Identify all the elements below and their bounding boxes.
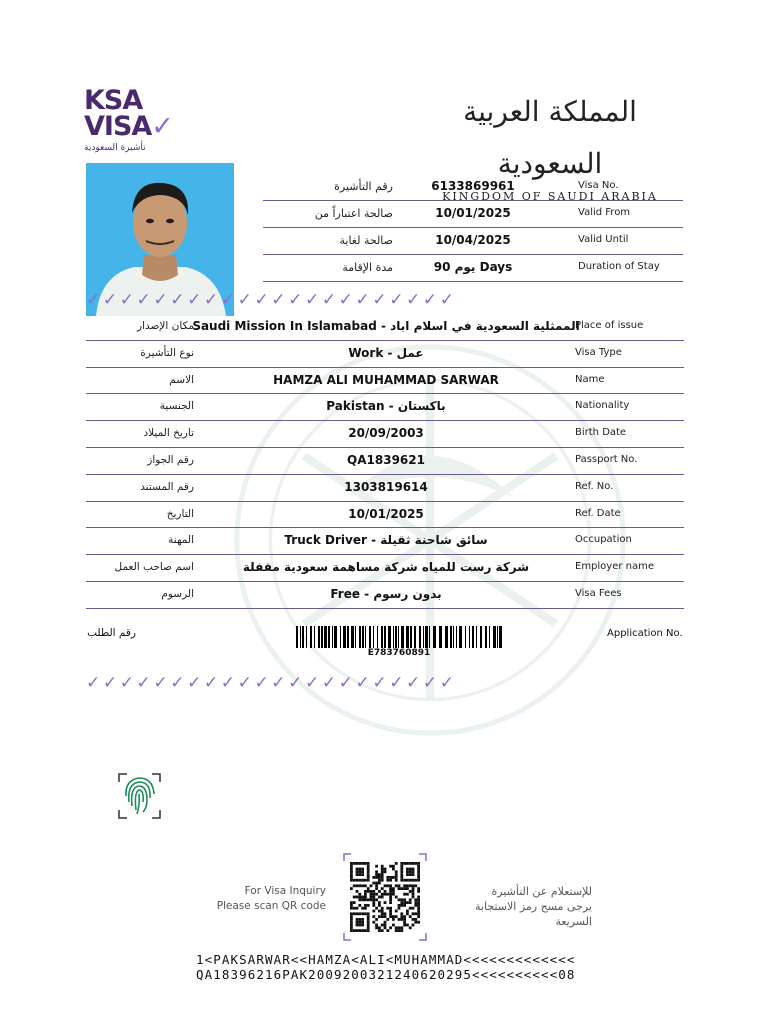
value-valid-until: 10/04/2025 <box>435 233 511 247</box>
row-nationality <box>86 394 684 421</box>
fingerprint-icon <box>117 772 162 820</box>
machine-readable-zone <box>196 952 576 982</box>
logo-line-ksa: KSA <box>84 85 143 116</box>
label-ar: نوع التأشيرة <box>140 346 194 359</box>
label-en: Occupation <box>575 534 632 546</box>
label-ar: التاريخ <box>166 507 194 520</box>
logo-check-icon: ✓ <box>151 111 173 142</box>
row-duration <box>263 255 683 282</box>
label-ar: تاريخ الميلاد <box>143 427 194 440</box>
logo-arabic-tagline: تأشيرة السعودية <box>84 143 146 153</box>
row-passport-no <box>86 448 684 475</box>
label-en: Passport No. <box>575 453 638 465</box>
value-place-of-issue: Saudi Mission In Islamabad - الممثلية السعودية في اسلام اباد <box>192 319 580 333</box>
value-passport-no: QA1839621 <box>347 452 425 467</box>
visa-details-table <box>86 314 684 609</box>
label-ar: رقم التأشيرة <box>334 180 393 193</box>
row-place-of-issue <box>86 314 684 341</box>
label-ar: رقم الجواز <box>147 453 194 466</box>
label-ar: اسم صاحب العمل <box>114 561 194 574</box>
value-employer: شركة رست للمياه شركة مساهمة سعودية مقفلة <box>242 560 530 575</box>
value-occupation: Truck Driver - سائق شاحنة ثقيلة <box>284 533 488 548</box>
value-ref-date: 10/01/2025 <box>348 506 424 521</box>
value-duration: 90 يوم Days <box>433 260 513 274</box>
application-number: E783760891 <box>367 648 431 658</box>
row-birth-date <box>86 421 684 448</box>
row-name <box>86 368 684 395</box>
ksa-visa-logo <box>84 85 174 153</box>
label-en: Valid Until <box>578 234 629 245</box>
row-valid-from <box>263 201 683 228</box>
row-visa-no <box>263 174 683 201</box>
label-en: Duration of Stay <box>578 261 660 272</box>
inquiry-ar-line2: يرجى مسح رمز الاستجابة السريعة <box>475 900 592 928</box>
label-en: Employer name <box>575 561 655 573</box>
label-ar: مكان الإصدار <box>137 320 194 332</box>
label-ar: الاسم <box>169 373 194 386</box>
row-employer <box>86 555 684 582</box>
row-visa-type <box>86 341 684 368</box>
label-ar: رقم المستند <box>140 480 194 493</box>
value-birth-date: 20/09/2003 <box>348 426 424 441</box>
row-occupation <box>86 528 684 555</box>
value-visa-type: Work - عمل <box>348 345 424 360</box>
mrz-line-2: QA18396216PAK2009200321240620295<<<<<<<<<<08 <box>196 967 576 982</box>
check-pattern-bottom: ✓✓✓✓✓✓✓✓✓✓✓✓✓✓✓✓✓✓✓✓✓✓ <box>86 673 457 693</box>
label-en: Place of issue <box>575 320 644 331</box>
value-nationality: Pakistan - باكستان <box>326 399 446 414</box>
application-barcode <box>296 626 502 648</box>
kingdom-english-title: KINGDOM OF SAUDI ARABIA <box>442 190 658 203</box>
label-en: Ref. No. <box>575 480 614 492</box>
inquiry-qr-code[interactable] <box>343 853 427 941</box>
label-en: Visa Type <box>575 346 622 358</box>
label-en: Visa No. <box>578 180 619 191</box>
application-label-en: Application No. <box>607 628 683 639</box>
value-ref-no: 1303819614 <box>344 479 428 494</box>
value-valid-from: 10/01/2025 <box>435 206 511 220</box>
row-valid-until <box>263 228 683 255</box>
label-ar: صالحة لغاية <box>339 234 393 247</box>
label-ar: صالحة اعتباراً من <box>314 207 393 220</box>
label-ar: الجنسية <box>159 400 194 413</box>
label-en: Nationality <box>575 400 630 412</box>
logo-line-visa: VISA✓ <box>84 111 173 142</box>
kingdom-arabic-title: المملكة العربية السعودية <box>463 95 637 180</box>
row-visa-fees <box>86 582 684 609</box>
label-ar: مدة الإقامة <box>342 261 393 274</box>
row-ref-date <box>86 502 684 529</box>
inquiry-ar-line1: للإستعلام عن التأشيرة <box>491 885 592 898</box>
label-en: Visa Fees <box>575 587 622 599</box>
inquiry-text-ar <box>436 884 592 929</box>
label-en: Name <box>575 373 605 385</box>
check-pattern-top: ✓✓✓✓✓✓✓✓✓✓✓✓✓✓✓✓✓✓✓✓✓✓ <box>86 290 457 310</box>
label-en: Valid From <box>578 207 631 218</box>
label-en: Ref. Date <box>575 507 621 519</box>
label-ar: الرسوم <box>161 587 194 600</box>
application-label-ar: رقم الطلب <box>87 627 136 639</box>
value-visa-no: 6133869961 <box>431 179 515 193</box>
row-ref-no <box>86 475 684 502</box>
inquiry-en-line1: For Visa Inquiry <box>244 885 326 897</box>
visa-summary-table <box>263 174 683 282</box>
label-en: Birth Date <box>575 427 627 439</box>
mrz-line-1: 1<PAKSARWAR<<HAMZA<ALI<MUHAMMAD<<<<<<<<<<<<< <box>196 952 576 967</box>
inquiry-text-en <box>200 884 326 914</box>
label-ar: المهنة <box>168 534 194 547</box>
value-visa-fees: Free - بدون رسوم <box>330 586 442 601</box>
value-name: HAMZA ALI MUHAMMAD SARWAR <box>273 372 499 387</box>
inquiry-en-line2: Please scan QR code <box>216 900 326 912</box>
